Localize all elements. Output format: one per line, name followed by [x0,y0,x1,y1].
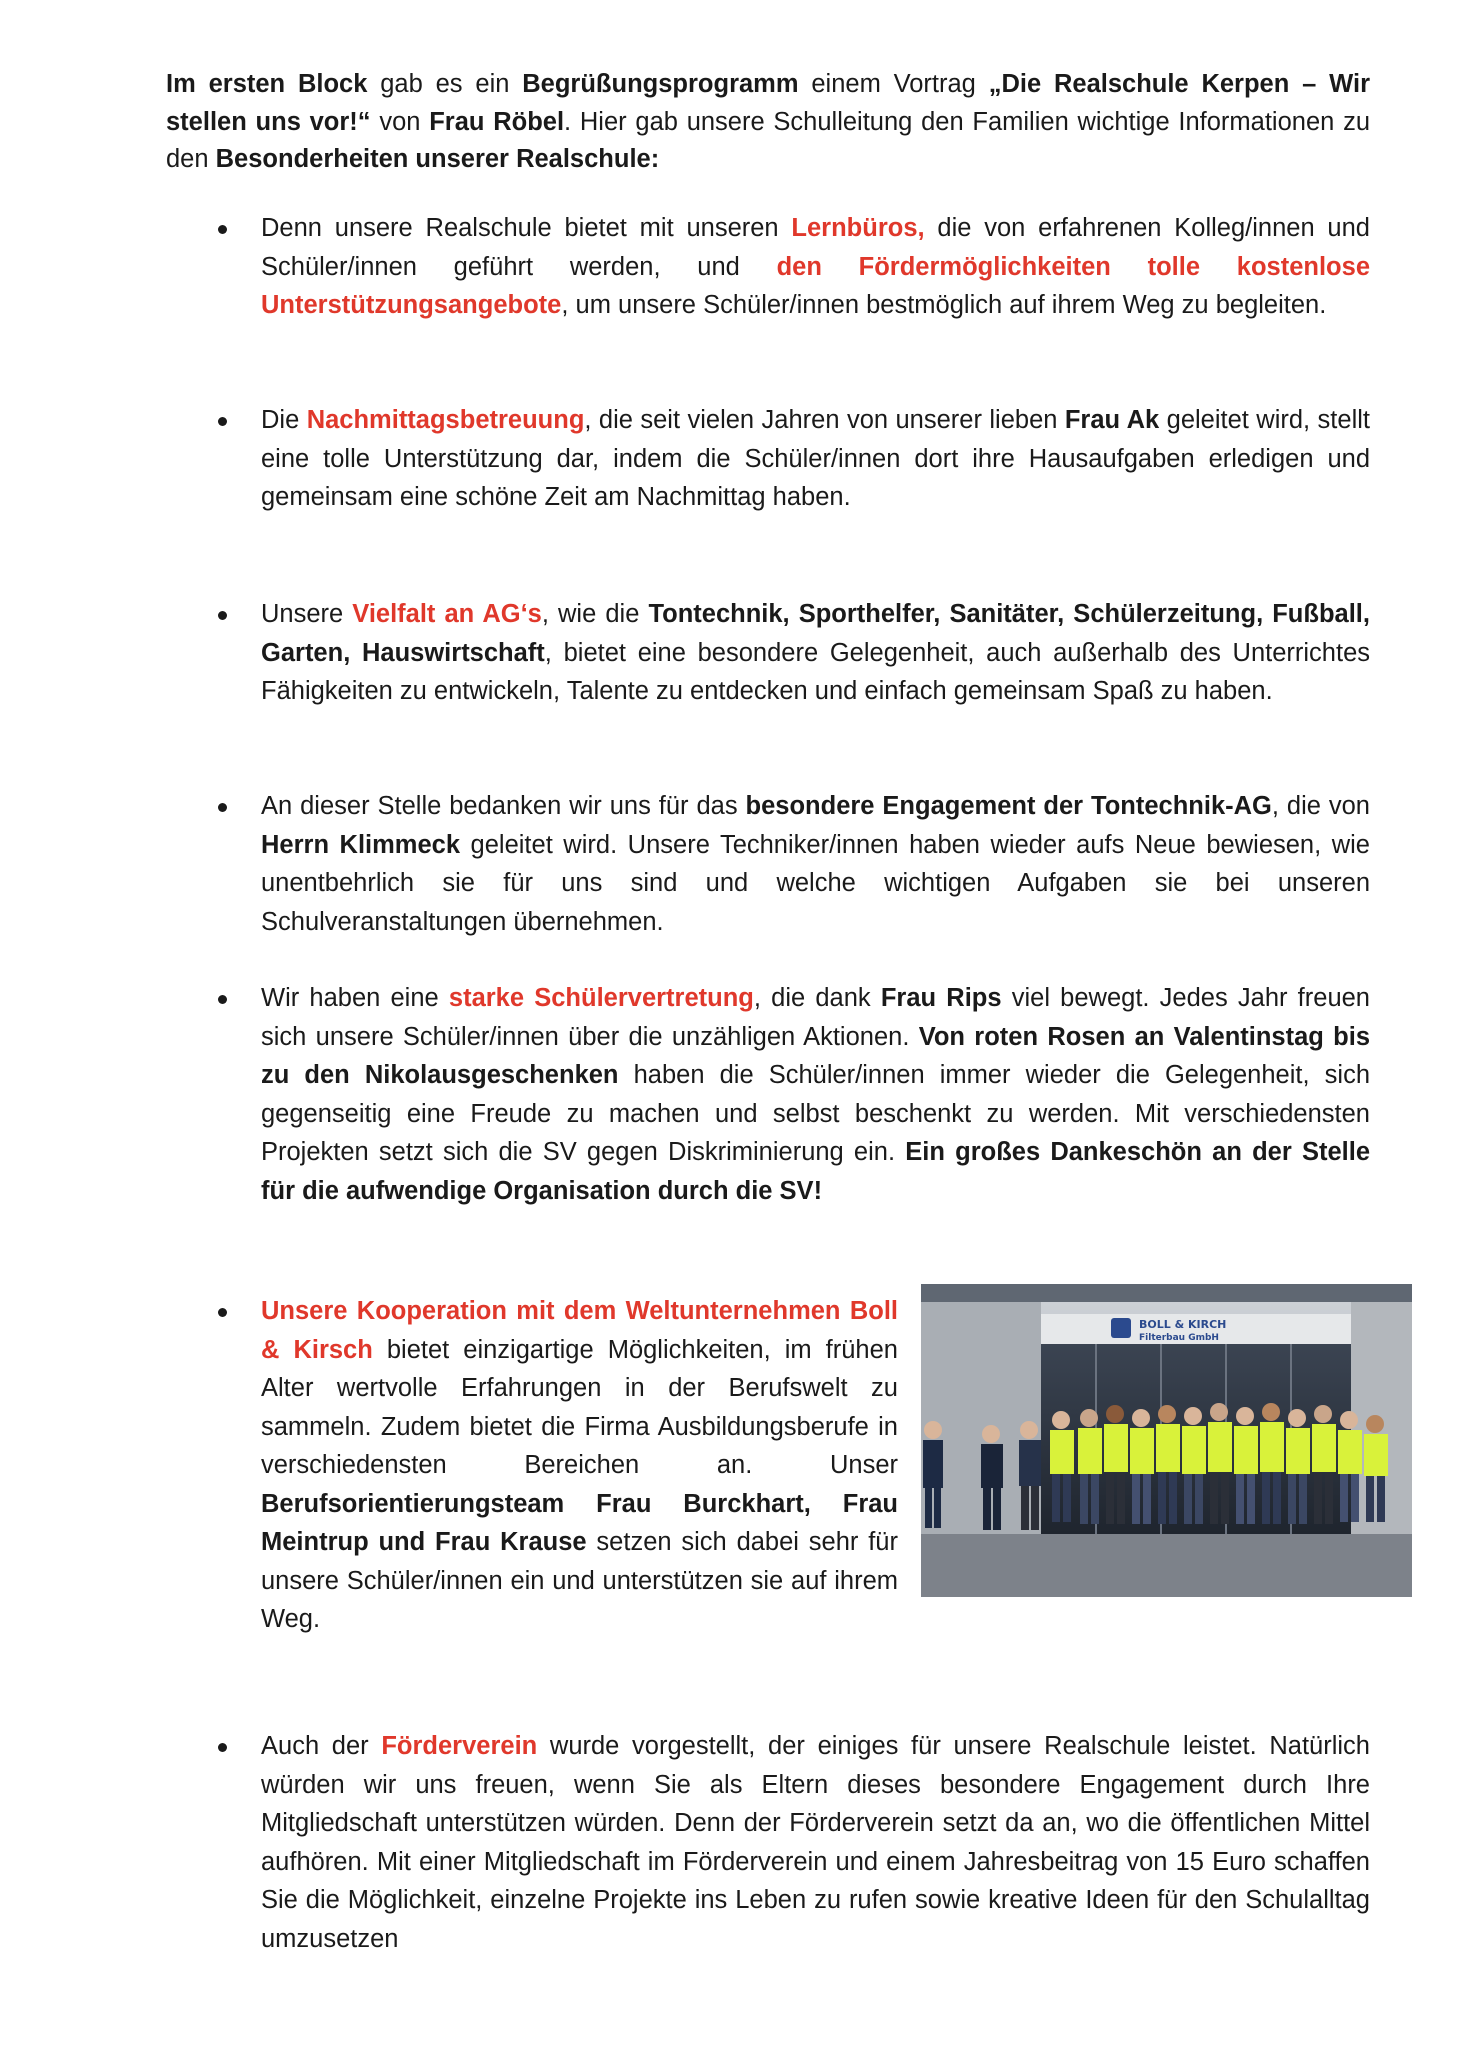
intro-text: von [370,107,430,136]
bullet-highlight: Nachmittagsbetreuung [306,406,585,434]
intro-text: einem Vortrag [798,70,989,98]
bullet-bold: Tontechnik, Sporthelfer, Sanitäter, Schülerzeitung, Fußball, Garten, Hauswirtschaft [261,600,1370,667]
bullet-bold: Herrn Klimmeck [261,830,461,859]
bullet-item-schuelervertretung [261,979,1370,1210]
bullet-bold: Ein großes Dankeschön an der Stelle für die aufwendige Organisation durch die SV! [261,1138,1370,1205]
bullet-bold: Von roten Rosen an Valentinstag bis zu den Nikolausgeschenken [261,1022,1370,1089]
bullet-item-nachmittagsbetreuung [261,401,1370,517]
intro-bold: Begrüßungsprogramm [522,70,799,98]
intro-bold: Besonderheiten unserer Realschule: [215,145,660,173]
bullet-text: Die [261,406,307,434]
bullet-text: , wie die [541,600,649,628]
bullet-item-tontechnik [261,787,1370,941]
bullet-highlight: starke Schülervertretung [448,984,754,1012]
bullet-text: , um unsere Schüler/innen bestmöglich auf ihrem Weg zu begleiten. [561,291,1327,319]
bullet-highlight: Vielfalt an AG‘s [352,600,542,628]
bullet-text: geleitet wird. Unsere Techniker/innen haben wieder aufs Neue bewiesen, wie unentbehrlich sie für uns sind und welche wichtigen Aufgaben sie bei unseren Schulveranstaltungen übernehmen. [261,830,1370,936]
bullet-text: , die seit vielen Jahren von unserer lieben [584,406,1065,434]
bullet-text: An dieser Stelle bedanken wir uns für das [261,792,746,820]
bullet-text: Unsere [261,600,353,628]
bullet-item-ags [261,595,1370,711]
bullet-icon [218,803,227,812]
intro-speaker: Frau Röbel [429,107,565,136]
bullet-icon [218,1308,227,1317]
bullet-highlight: Förderverein [381,1732,538,1760]
bullet-item-foerderverein [261,1727,1370,1958]
bullet-text: setzen sich dabei sehr für unsere Schüler/innen ein und unterstützen sie auf ihrem Weg. [261,1528,898,1633]
bullet-text: bietet einzigartige Möglichkeiten, im frühen Alter wertvolle Erfahrungen in der Berufswelt zu sammeln. Zudem bietet die Firma Ausbildungsberufe in verschiedensten Bereichen an. Unser [261,1335,898,1479]
bullet-text: Wir haben eine [261,984,449,1012]
bullet-highlight: den Fördermöglichkeiten tolle kostenlose Unterstützungsangebote [261,252,1370,319]
bullet-highlight: Lernbüros, [791,214,925,242]
bullet-bold: Frau Rips [880,984,1002,1012]
bullet-text: viel bewegt. Jedes Jahr freuen sich unsere Schüler/innen über die unzähligen Aktionen. [261,984,1370,1051]
bullet-text: , die dank [753,984,881,1012]
bullet-item-lernbueros [261,209,1370,325]
bullet-icon [218,417,227,426]
bullet-text: geleitet wird, stellt eine tolle Unterstützung dar, indem die Schüler/innen dort ihre Hausaufgaben erledigen und gemeinsam eine schöne Zeit am Nachmittag haben. [261,406,1370,511]
intro-bold: Im ersten Block [166,70,368,98]
bullet-bold: Frau Ak [1064,406,1160,434]
bullet-bold: Berufsorientierungsteam Frau Burckhart, Frau Meintrup und Frau Krause [261,1489,898,1556]
bullet-highlight: Unsere Kooperation mit dem Weltunternehmen Boll & Kirsch [261,1297,898,1364]
bullet-icon [218,611,227,620]
bullet-text: , bietet eine besondere Gelegenheit, auch außerhalb des Unterrichtes Fähigkeiten zu entwickeln, Talente zu entdecken und einfach gemeinsam Spaß zu haben. [261,638,1371,705]
bullet-text: , die von [1271,792,1370,820]
bullet-text: die von erfahrenen Kolleg/innen und Schüler/innen geführt werden, und [261,214,1370,281]
bullet-icon [218,995,227,1004]
intro-paragraph [166,66,1370,179]
group-photo-image [921,1284,1412,1597]
sign-text-line1: BOLL & KIRCH [1139,1318,1227,1331]
bullet-text: wurde vorgestellt, der einiges für unsere Realschule leistet. Natürlich würden wir uns freuen, wenn Sie als Eltern dieses besondere Engagement durch Ihre Mitgliedschaft unterstützen würden. Denn der Förderverein setzt da an, wo die öffentlichen Mittel aufhören. Mit einer Mitgliedschaft im Förderverein und einem Jahresbeitrag von 15 Euro schaffen Sie die Möglichkeit, einzelne Projekte ins Leben zu rufen sowie kreative Ideen für den Schulalltag umzusetzen [261,1732,1370,1953]
bullet-icon [218,1743,227,1752]
bullet-bold: besondere Engagement der Tontechnik-AG [745,792,1272,820]
group-photo [921,1284,1412,1597]
bullet-text: Auch der [261,1732,382,1760]
bullet-text: haben die Schüler/innen immer wieder die Gelegenheit, sich gegenseitig eine Freude zu machen und selbst beschenkt zu werden. Mit verschiedensten Projekten setzt sich die SV gegen Diskriminierung ein. [261,1061,1370,1166]
sign-text-line2: Filterbau GmbH [1139,1333,1219,1343]
bullet-item-boll-kirsch [261,1292,898,1639]
intro-talk-title: „Die Realschule Kerpen – Wir stellen uns vor!“ [166,70,1371,136]
bullet-text: Denn unsere Realschule bietet mit unseren [261,214,792,242]
bullet-icon [218,225,227,234]
intro-text: gab es ein [367,70,523,98]
intro-text: . Hier gab unsere Schulleitung den Familien wichtige Informationen zu den [166,107,1370,173]
